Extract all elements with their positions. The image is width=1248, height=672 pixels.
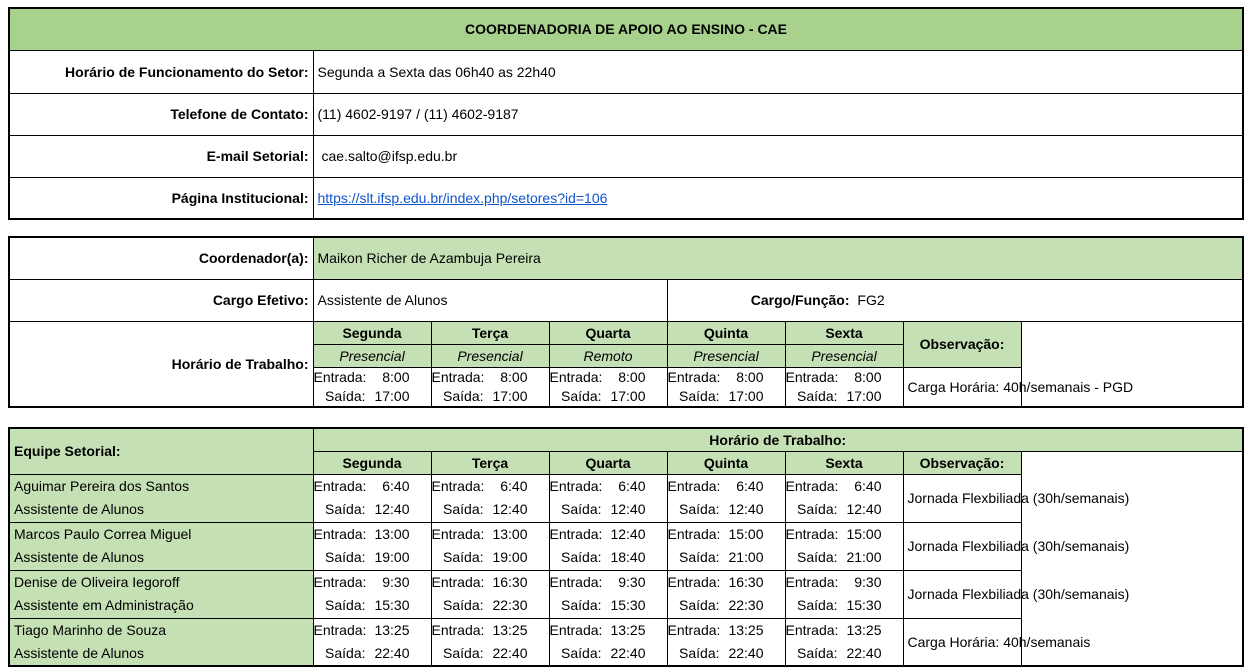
entry-label: Entrada: [667,478,721,494]
exit-label: Saída: [679,387,720,404]
coord-time-thu [667,367,785,407]
entry-label: Entrada: [785,368,839,385]
exit-time: 19:00 [374,549,410,565]
entry-time: 16:30 [492,574,528,590]
member-time-cell [431,522,549,570]
exit-label: Saída: [325,387,366,404]
coordinator-name: Maikon Richer de Azambuja Pereira [313,237,1243,279]
exit-time: 12:40 [728,501,764,517]
exit-time: 21:00 [728,549,764,565]
entry-label: Entrada: [667,574,721,590]
exit-label: Saída: [325,549,366,565]
email-label: E-mail Setorial: [9,135,313,177]
member-obs: Jornada Flexbiliada (30h/semanais) [903,570,1021,618]
exit-label: Saída: [443,549,484,565]
exit-label: Saída: [443,644,484,661]
exit-time: 22:30 [728,597,764,613]
entry-time: 13:00 [374,526,410,542]
exit-time: 12:40 [610,501,646,517]
entry-time: 6:40 [382,478,410,494]
coord-mode-mon: Presencial [313,344,431,367]
team-row [9,618,1243,666]
team-members [9,474,1243,666]
team-day-wed: Quarta [549,451,667,474]
entry-label: Entrada: [431,526,485,542]
member-time-cell [785,522,903,570]
member-time-cell [667,570,785,618]
phone-label: Telefone de Contato: [9,93,313,135]
coord-time-tue [431,367,549,407]
exit-label: Saída: [561,597,602,613]
entry-time: 8:00 [736,368,764,385]
member-time-cell [313,522,431,570]
member-cell [9,570,313,618]
coord-day-fri: Sexta [785,321,903,344]
exit-label: Saída: [443,597,484,613]
phone-value: (11) 4602-9197 / (11) 4602-9187 [313,93,1243,135]
coordinator-label: Coordenador(a): [9,237,313,279]
member-time-cell [549,474,667,522]
member-time-cell [667,474,785,522]
team-row [9,522,1243,570]
entry-label: Entrada: [549,621,603,638]
entry-label: Entrada: [431,368,485,385]
team-day-thu: Quinta [667,451,785,474]
team-day-fri: Sexta [785,451,903,474]
exit-time: 12:40 [846,501,882,517]
member-obs: Carga Horária: 40h/semanais [903,618,1021,666]
member-name: Denise de Oliveira Iegoroff [14,574,180,590]
member-time-cell [785,474,903,522]
coord-time-fri [785,367,903,407]
coord-time-wed [549,367,667,407]
entry-time: 15:00 [728,526,764,542]
coord-schedule-label: Horário de Trabalho: [9,321,313,407]
exit-label: Saída: [679,501,720,517]
member-name: Marcos Paulo Correa Miguel [14,526,192,542]
entry-label: Entrada: [785,574,839,590]
coord-day-wed: Quarta [549,321,667,344]
coord-day-mon: Segunda [313,321,431,344]
team-row [9,474,1243,522]
exit-time: 22:40 [374,644,410,661]
coord-mode-fri: Presencial [785,344,903,367]
exit-label: Saída: [797,644,838,661]
member-obs: Jornada Flexbiliada (30h/semanais) [903,474,1021,522]
exit-time: 22:40 [728,644,764,661]
coord-mode-tue: Presencial [431,344,549,367]
entry-time: 13:00 [492,526,528,542]
member-cell [9,474,313,522]
funcao-cell [667,279,1243,321]
institutional-page-link[interactable]: https://slt.ifsp.edu.br/index.php/setores?id=106 [317,189,608,206]
team-schedule-label: Horário de Trabalho: [313,428,1243,451]
member-time-cell [313,570,431,618]
exit-label: Saída: [443,501,484,517]
entry-time: 8:00 [854,368,882,385]
team-obs-label: Observação: [903,451,1021,474]
exit-time: 21:00 [846,549,882,565]
entry-label: Entrada: [313,478,367,494]
entry-label: Entrada: [313,621,367,638]
entry-time: 9:30 [618,574,646,590]
email-value: cae.salto@ifsp.edu.br [313,135,1243,177]
entry-label: Entrada: [313,574,367,590]
funcao-label: Cargo/Função: [750,292,850,308]
member-time-cell [667,522,785,570]
exit-time: 22:40 [846,644,882,661]
team-day-tue: Terça [431,451,549,474]
coord-obs-value: Carga Horária: 40h/semanais - PGD [903,367,1021,407]
entry-time: 6:40 [500,478,528,494]
entry-time: 13:25 [728,621,764,638]
entry-label: Entrada: [667,368,721,385]
entry-time: 13:25 [374,621,410,638]
team-label: Equipe Setorial: [9,428,313,474]
entry-label: Entrada: [785,621,839,638]
entry-time: 8:00 [500,368,528,385]
member-role: Assistente de Alunos [14,501,144,517]
member-cell [9,618,313,666]
exit-label: Saída: [679,597,720,613]
entry-label: Entrada: [431,478,485,494]
cargo-label: Cargo Efetivo: [9,279,313,321]
entry-label: Entrada: [785,478,839,494]
member-time-cell [431,618,549,666]
funcao-value: FG2 [857,292,885,308]
member-role: Assistente em Administração [14,597,194,613]
team-day-mon: Segunda [313,451,431,474]
member-time-cell [785,570,903,618]
entry-time: 12:40 [610,526,646,542]
entry-label: Entrada: [549,574,603,590]
entry-label: Entrada: [549,526,603,542]
entry-time: 16:30 [728,574,764,590]
exit-label: Saída: [679,644,720,661]
member-obs: Jornada Flexbiliada (30h/semanais) [903,522,1021,570]
team-row [9,570,1243,618]
sector-info-table [8,7,1244,220]
member-role: Assistente de Alunos [14,644,144,661]
entry-label: Entrada: [785,526,839,542]
coord-mode-thu: Presencial [667,344,785,367]
member-time-cell [667,618,785,666]
exit-label: Saída: [325,597,366,613]
entry-time: 13:25 [610,621,646,638]
entry-label: Entrada: [313,526,367,542]
exit-time: 12:40 [374,501,410,517]
entry-time: 6:40 [736,478,764,494]
entry-time: 8:00 [382,368,410,385]
coord-time-mon [313,367,431,407]
entry-time: 13:25 [492,621,528,638]
coord-day-thu: Quinta [667,321,785,344]
exit-time: 17:00 [846,387,882,404]
exit-label: Saída: [561,387,602,404]
entry-time: 8:00 [618,368,646,385]
exit-time: 19:00 [492,549,528,565]
exit-label: Saída: [561,549,602,565]
sector-title: COORDENADORIA DE APOIO AO ENSINO - CAE [9,8,1243,50]
exit-label: Saída: [561,644,602,661]
entry-time: 6:40 [618,478,646,494]
coord-obs-label: Observação: [903,321,1021,367]
exit-label: Saída: [679,549,720,565]
entry-label: Entrada: [549,478,603,494]
team-table [8,427,1244,667]
entry-label: Entrada: [431,574,485,590]
page-cell [313,177,1243,219]
entry-time: 9:30 [854,574,882,590]
exit-time: 12:40 [492,501,528,517]
entry-label: Entrada: [431,621,485,638]
hours-label: Horário de Funcionamento do Setor: [9,50,313,93]
exit-label: Saída: [797,387,838,404]
entry-time: 6:40 [854,478,882,494]
member-time-cell [313,618,431,666]
entry-label: Entrada: [667,526,721,542]
member-time-cell [313,474,431,522]
member-name: Aguimar Pereira dos Santos [14,478,190,494]
entry-time: 13:25 [846,621,882,638]
exit-time: 18:40 [610,549,646,565]
exit-label: Saída: [325,644,366,661]
exit-label: Saída: [561,501,602,517]
member-time-cell [431,570,549,618]
page-label: Página Institucional: [9,177,313,219]
exit-time: 22:30 [492,597,528,613]
entry-label: Entrada: [549,368,603,385]
coord-mode-wed: Remoto [549,344,667,367]
member-role: Assistente de Alunos [14,549,144,565]
cargo-value: Assistente de Alunos [313,279,667,321]
exit-time: 15:30 [374,597,410,613]
member-time-cell [549,570,667,618]
exit-label: Saída: [797,549,838,565]
exit-time: 15:30 [846,597,882,613]
hours-value: Segunda a Sexta das 06h40 as 22h40 [313,50,1243,93]
exit-time: 22:40 [610,644,646,661]
coord-day-tue: Terça [431,321,549,344]
exit-time: 17:00 [492,387,528,404]
member-time-cell [785,618,903,666]
coordinator-table [8,236,1244,408]
exit-time: 17:00 [610,387,646,404]
member-cell [9,522,313,570]
entry-label: Entrada: [313,368,367,385]
entry-label: Entrada: [667,621,721,638]
member-time-cell [549,522,667,570]
entry-time: 15:00 [846,526,882,542]
exit-label: Saída: [797,501,838,517]
exit-label: Saída: [443,387,484,404]
exit-time: 22:40 [492,644,528,661]
exit-time: 17:00 [728,387,764,404]
member-name: Tiago Marinho de Souza [14,621,167,638]
entry-time: 9:30 [382,574,410,590]
exit-label: Saída: [325,501,366,517]
exit-time: 15:30 [610,597,646,613]
member-time-cell [549,618,667,666]
exit-label: Saída: [797,597,838,613]
exit-time: 17:00 [374,387,410,404]
member-time-cell [431,474,549,522]
